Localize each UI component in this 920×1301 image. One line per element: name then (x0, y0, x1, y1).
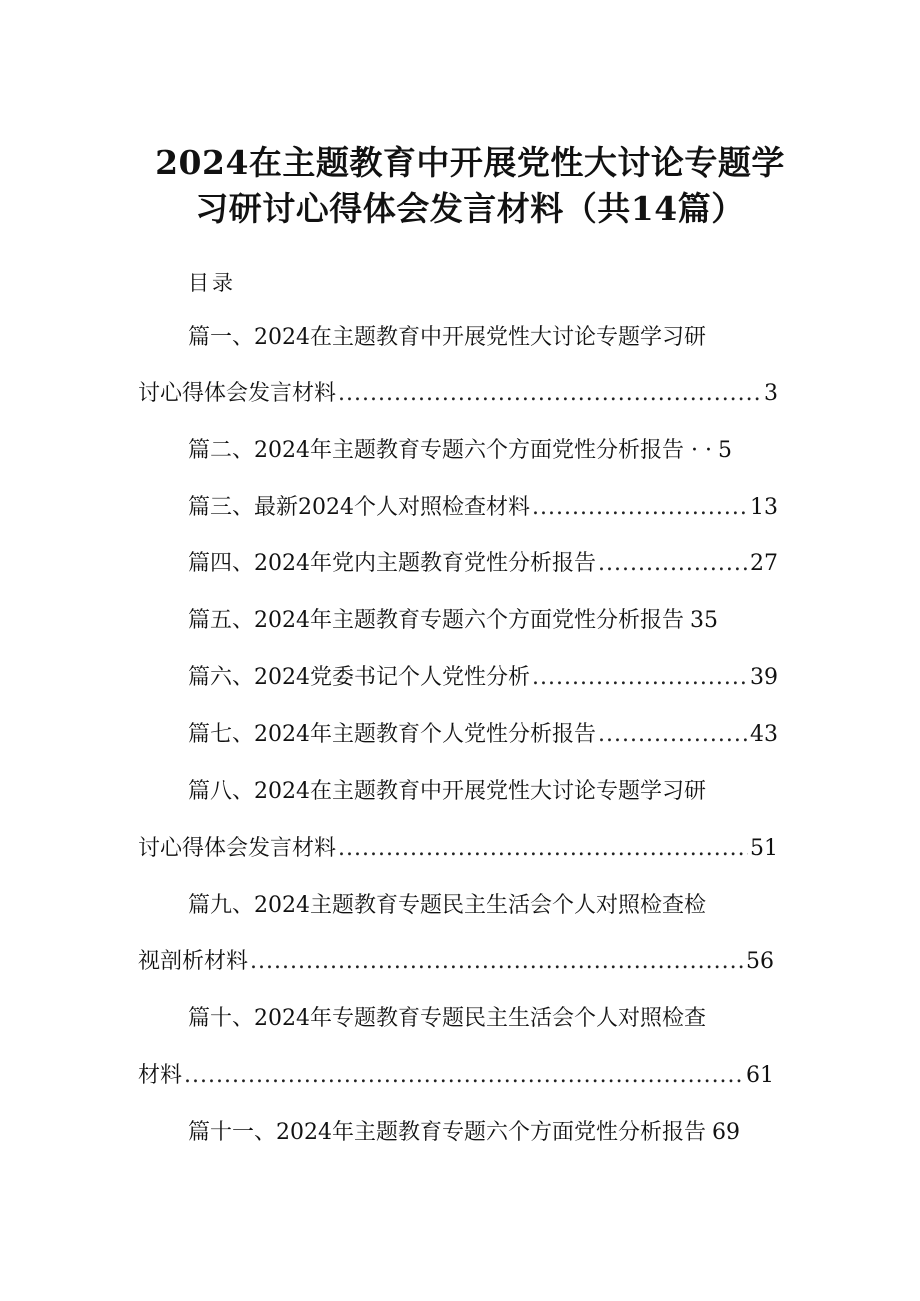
toc-item-text: 篇十、2024年专题教育专题民主生活会个人对照检查 (188, 1006, 706, 1031)
toc-item-text: 篇八、2024在主题教育中开展党性大讨论专题学习研 (188, 779, 706, 804)
toc-item-text: 讨心得体会发言材料 (138, 836, 337, 861)
title-line-2: 习研讨心得体会发言材料（共14篇） (195, 189, 745, 228)
toc-dot-leader (184, 1060, 744, 1092)
toc-item-3[interactable] (188, 492, 778, 524)
toc-page-number: 69 (712, 1120, 740, 1145)
toc-item-text: 篇十一、2024年主题教育专题六个方面党性分析报告 (188, 1120, 706, 1145)
toc-item-1-line-2[interactable] (138, 378, 778, 410)
toc-item-1-line-1[interactable] (188, 322, 748, 354)
toc-page-number: 43 (750, 722, 778, 747)
toc-item-text: 篇四、2024年党内主题教育党性分析报告 (188, 551, 596, 576)
toc-item-text: 篇七、2024年主题教育个人党性分析报告 (188, 722, 596, 747)
toc-item-10-line-2[interactable] (138, 1060, 774, 1092)
toc-dot-leader (250, 946, 744, 978)
toc-page-number: 56 (746, 949, 774, 974)
toc-item-4[interactable] (188, 548, 778, 580)
toc-item-text: 视剖析材料 (138, 949, 249, 974)
toc-page-number: 3 (764, 381, 778, 406)
toc-item-6[interactable] (188, 662, 778, 694)
toc-dot-leader (598, 548, 748, 580)
toc-item-text: 讨心得体会发言材料 (138, 381, 337, 406)
toc-page-number: 61 (746, 1063, 774, 1088)
toc-page-number: 5 (717, 438, 732, 463)
toc-page-number: 39 (750, 665, 778, 690)
toc-item-8-line-1[interactable] (188, 776, 748, 808)
toc-item-9-line-2[interactable] (138, 946, 774, 978)
toc-dot-leader (338, 833, 748, 865)
toc-item-8-line-2[interactable] (138, 833, 778, 865)
toc-item-11[interactable] (188, 1117, 740, 1149)
toc-item-5[interactable] (188, 605, 718, 637)
toc-item-text: 材料 (138, 1063, 183, 1088)
toc-dot-leader (598, 719, 748, 751)
toc-heading: 目录 (188, 271, 236, 295)
toc-item-text: 篇二、2024年主题教育专题六个方面党性分析报告 · · (188, 438, 712, 463)
toc-item-2[interactable] (188, 435, 732, 467)
toc-page-number: 51 (750, 836, 778, 861)
toc-dot-leader (532, 662, 748, 694)
toc-page-number: 35 (690, 608, 718, 633)
toc-dot-leader (532, 492, 748, 524)
toc-item-text: 篇一、2024在主题教育中开展党性大讨论专题学习研 (188, 325, 706, 350)
toc-page-number: 13 (750, 495, 778, 520)
toc-item-text: 篇三、最新2024个人对照检查材料 (188, 495, 530, 520)
toc-dot-leader (338, 378, 762, 410)
title-line-1: 2024在主题教育中开展党性大讨论专题学 (155, 143, 785, 182)
toc-item-9-line-1[interactable] (188, 890, 748, 922)
toc-page-number: 27 (750, 551, 778, 576)
toc-item-text: 篇九、2024主题教育专题民主生活会个人对照检查检 (188, 893, 706, 918)
toc-item-text: 篇六、2024党委书记个人党性分析 (188, 665, 530, 690)
toc-item-10-line-1[interactable] (188, 1003, 748, 1035)
toc-item-text: 篇五、2024年主题教育专题六个方面党性分析报告 (188, 608, 684, 633)
toc-item-7[interactable] (188, 719, 778, 751)
